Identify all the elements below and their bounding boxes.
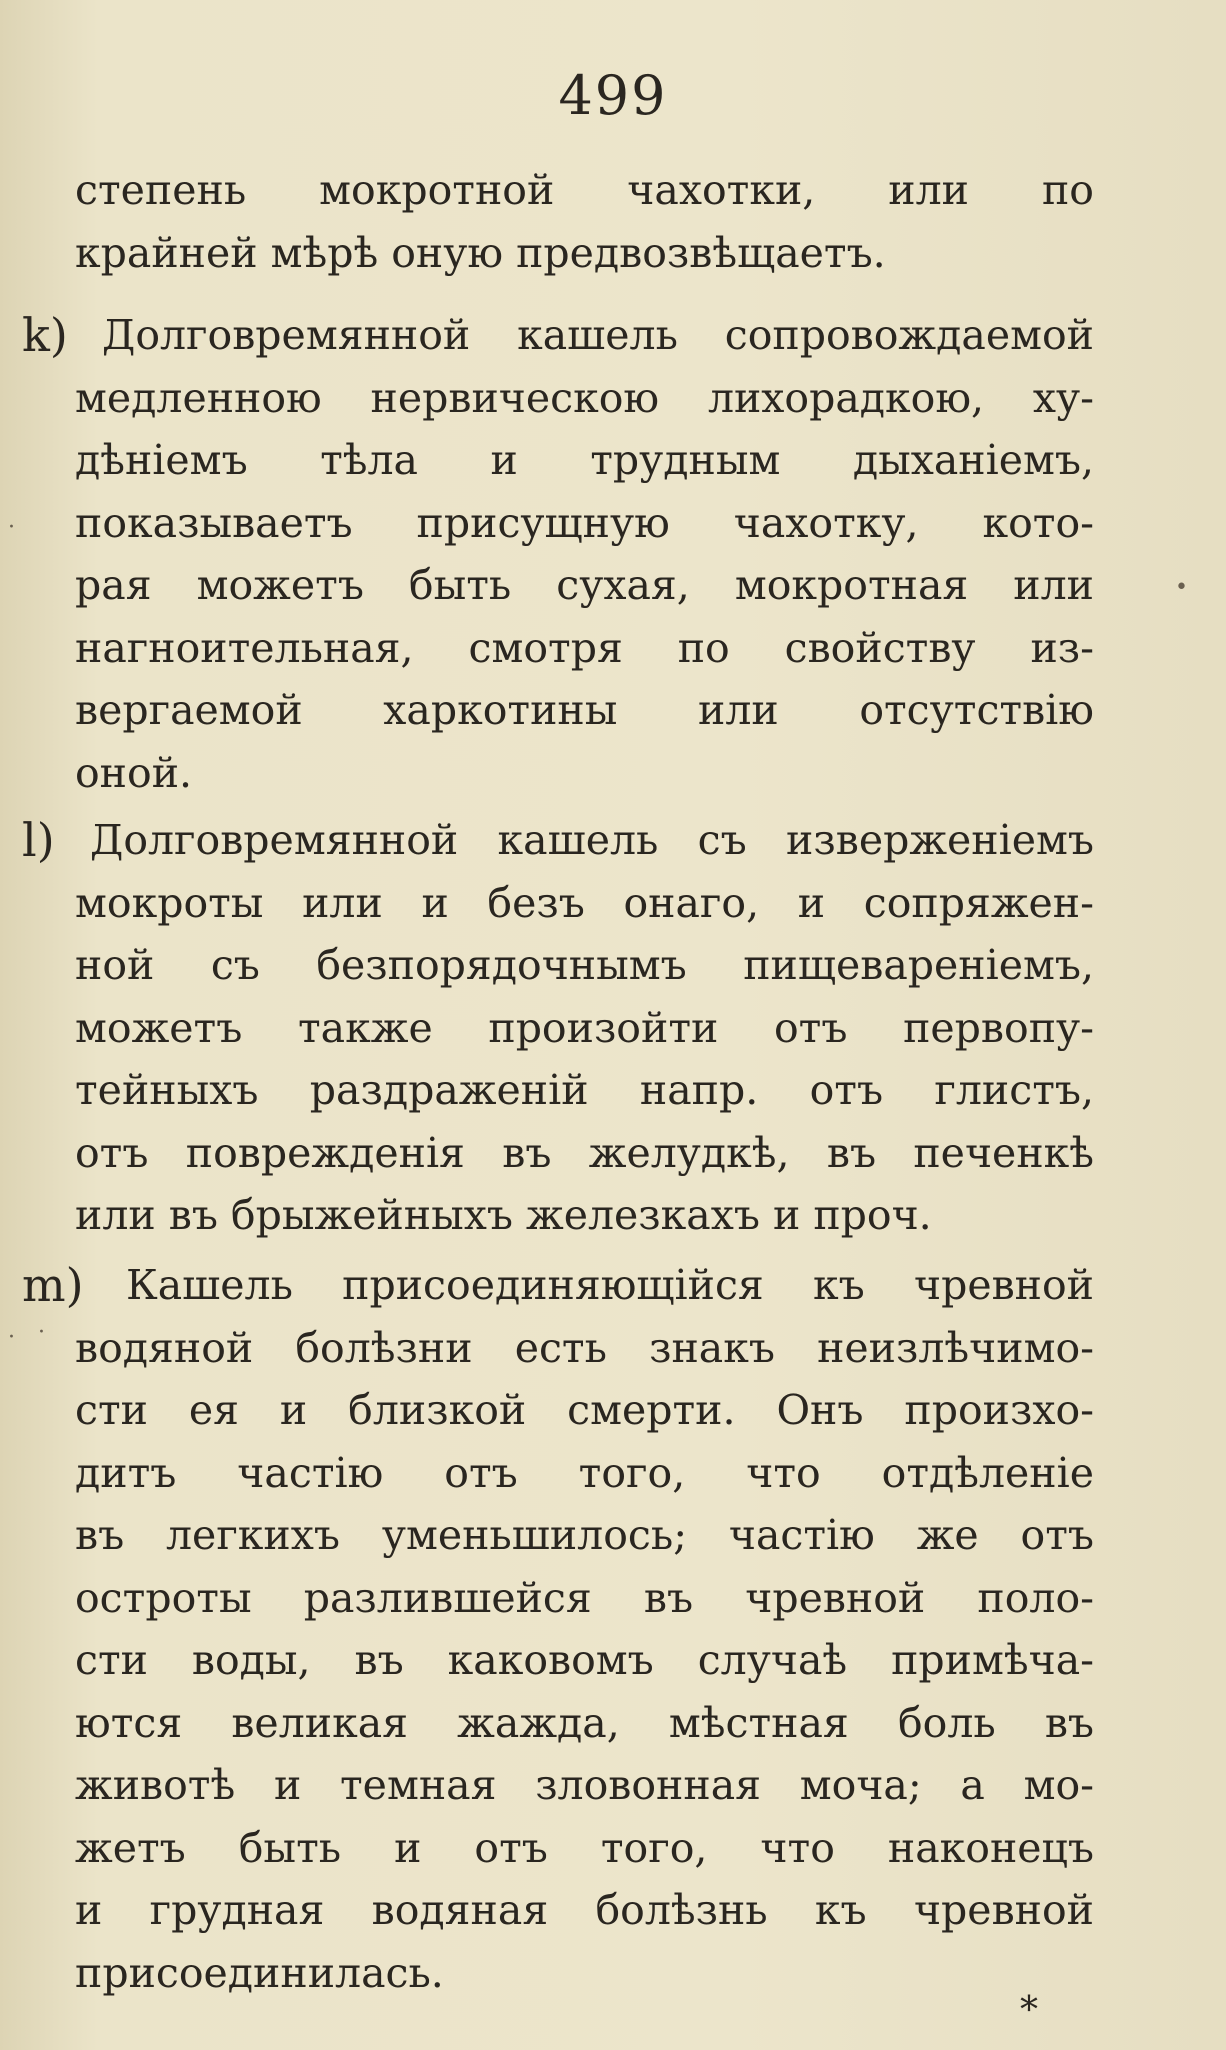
text-line: вергаемой харкотины или отсутствію bbox=[75, 686, 1094, 734]
text-line: отъ поврежденія въ желудкѣ, въ печенкѣ bbox=[75, 1128, 1094, 1177]
text-line: или въ брыжейныхъ железкахъ и проч. bbox=[75, 1191, 932, 1239]
margin-speck: · bbox=[8, 515, 15, 540]
text-line: присоединилась. bbox=[75, 1948, 444, 1997]
text-line: животѣ и темная зловонная моча; а мо- bbox=[75, 1761, 1094, 1809]
text-line: сти воды, въ каковомъ случаѣ примѣча- bbox=[75, 1636, 1094, 1684]
text-line: нагноительная, смотря по свойству из- bbox=[75, 623, 1094, 672]
text-line: рая можетъ быть сухая, мокротная или bbox=[75, 561, 1094, 609]
text-line: степень мокротной чахотки, или по bbox=[75, 166, 1094, 214]
text-line: дѣніемъ тѣла и трудным дыханіемъ, bbox=[75, 436, 1094, 484]
margin-speck: • bbox=[1175, 575, 1188, 600]
text-line: водяной болѣзни есть знакъ неизлѣчимо- bbox=[75, 1323, 1094, 1372]
page-number: 499 bbox=[558, 64, 668, 127]
text-line: Кашель присоединяющійся къ чревной bbox=[126, 1261, 1094, 1309]
text-line: остроты разлившейся въ чревной поло- bbox=[75, 1573, 1094, 1622]
text-line: показываетъ присущную чахотку, кото- bbox=[75, 498, 1094, 547]
text-line: сти ея и близкой смерти. Онъ произхо- bbox=[75, 1386, 1094, 1434]
paragraph-marker: m) bbox=[22, 1258, 84, 1312]
text-line: жетъ быть и отъ того, что наконецъ bbox=[75, 1823, 1094, 1872]
text-line: Долговремянной кашель съ изверженіемъ bbox=[90, 816, 1094, 864]
text-line: крайней мѣрѣ оную предвозвѣщаетъ. bbox=[75, 228, 886, 277]
footer-mark: * bbox=[1020, 1990, 1038, 2031]
text-line: медленною нервическою лихорадкою, ху- bbox=[75, 373, 1094, 422]
text-line: оной. bbox=[75, 748, 193, 797]
text-line: ной съ безпорядочнымъ пищевареніемъ, bbox=[75, 941, 1094, 989]
text-line: и грудная водяная болѣзнь къ чревной bbox=[75, 1886, 1094, 1934]
paragraph-marker: l) bbox=[22, 813, 55, 867]
text-line: тейныхъ раздраженій напр. отъ глистъ, bbox=[75, 1066, 1094, 1114]
text-line: мокроты или и безъ онаго, и сопряжен- bbox=[75, 878, 1094, 927]
text-line: ются великая жажда, мѣстная боль въ bbox=[75, 1698, 1094, 1747]
margin-speck: · bbox=[38, 1320, 45, 1345]
text-line: можетъ также произойти отъ первопу- bbox=[75, 1003, 1094, 1052]
text-line: дитъ частію отъ того, что отдѣленіе bbox=[75, 1448, 1094, 1497]
text-line: Долговремянной кашель сопровождаемой bbox=[102, 311, 1094, 359]
margin-speck: · bbox=[8, 1325, 15, 1350]
paragraph-marker: k) bbox=[22, 308, 68, 362]
text-line: въ легкихъ уменьшилось; частію же отъ bbox=[75, 1511, 1094, 1559]
